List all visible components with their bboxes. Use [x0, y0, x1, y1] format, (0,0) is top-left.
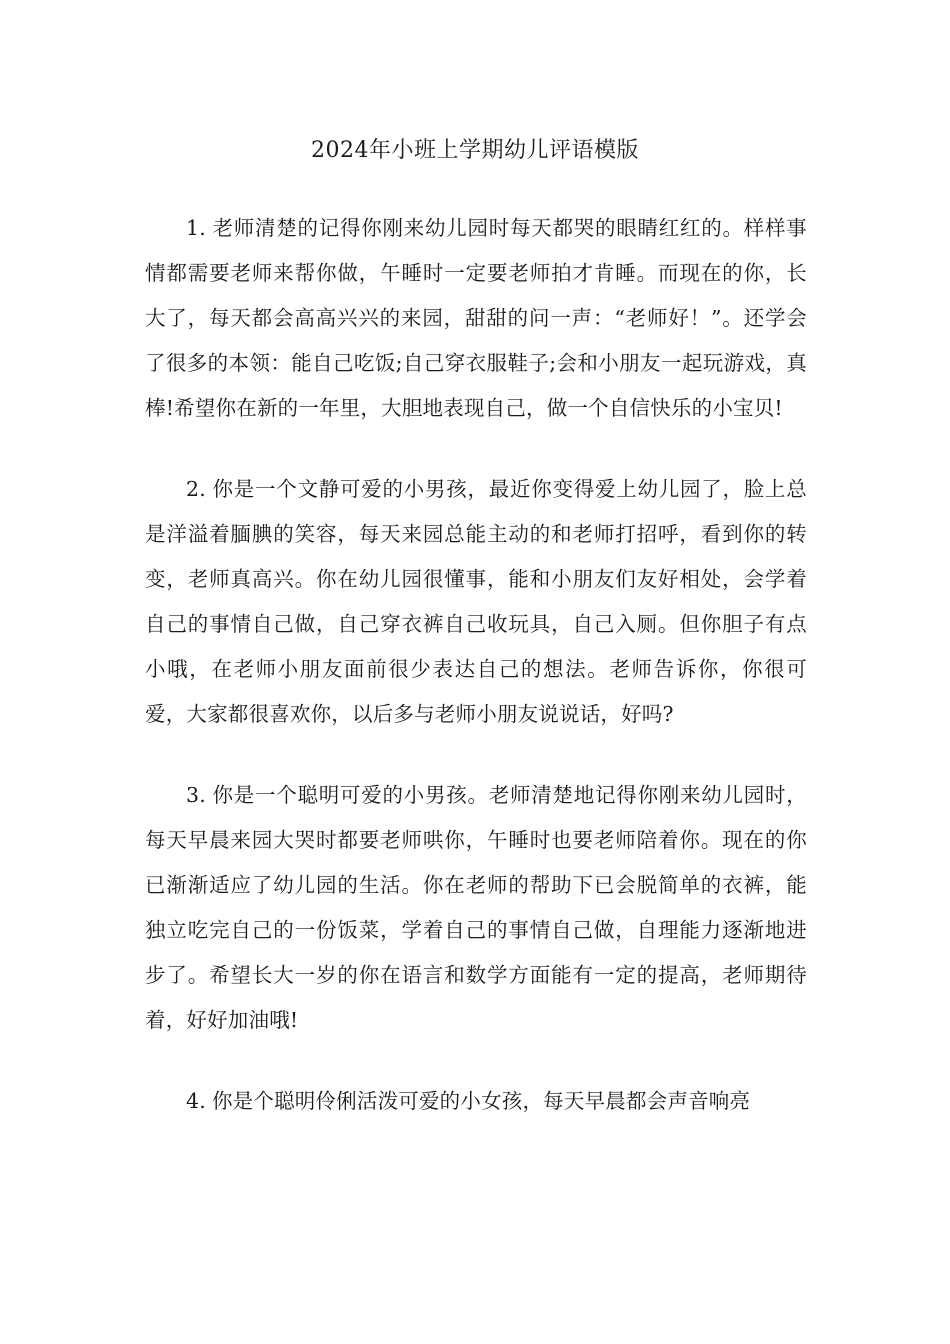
paragraph-number: 2.	[186, 477, 206, 501]
paragraph-2	[145, 467, 807, 737]
paragraph-number: 4.	[186, 1089, 206, 1113]
paragraph-3	[145, 773, 807, 1043]
paragraph-4	[145, 1079, 807, 1124]
paragraph-number: 3.	[186, 783, 206, 807]
paragraph-1	[145, 206, 807, 431]
paragraph-text: 你是个聪明伶俐活泼可爱的小女孩，每天早晨都会声音响亮	[211, 1089, 751, 1113]
document-title: 2024年小班上学期幼儿评语模版	[311, 138, 639, 163]
document-body	[145, 206, 807, 1160]
paragraph-text: 你是一个聪明可爱的小男孩。老师清楚地记得你刚来幼儿园时，每天早晨来园大哭时都要老师哄你，午睡时也要老师陪着你。现在的你已渐渐适应了幼儿园的生活。你在老师的帮助下已会脱简单的衣裤，能独立吃完自己的一份饭菜，学着自己的事情自己做，自理能力逐渐地进步了。希望长大一岁的你在语言和数学方面能有一定的提高，老师期待着，好好加油哦!	[145, 783, 807, 1032]
paragraph-text: 老师清楚的记得你刚来幼儿园时每天都哭的眼睛红红的。样样事情都需要老师来帮你做，午睡时一定要老师拍才肯睡。而现在的你，长大了，每天都会高高兴兴的来园，甜甜的问一声：“老师好！”。还学会了很多的本领：能自己吃饭;自己穿衣服鞋子;会和小朋友一起玩游戏，真棒!希望你在新的一年里，大胆地表现自己，做一个自信快乐的小宝贝!	[145, 216, 807, 420]
paragraph-text: 你是一个文静可爱的小男孩，最近你变得爱上幼儿园了，脸上总是洋溢着腼腆的笑容，每天来园总能主动的和老师打招呼，看到你的转变，老师真高兴。你在幼儿园很懂事，能和小朋友们友好相处，会学着自己的事情自己做，自己穿衣裤自己收玩具，自己入厕。但你胆子有点小哦，在老师小朋友面前很少表达自己的想法。老师告诉你，你很可爱，大家都很喜欢你，以后多与老师小朋友说说话，好吗?	[145, 477, 807, 726]
paragraph-number: 1.	[186, 216, 206, 240]
